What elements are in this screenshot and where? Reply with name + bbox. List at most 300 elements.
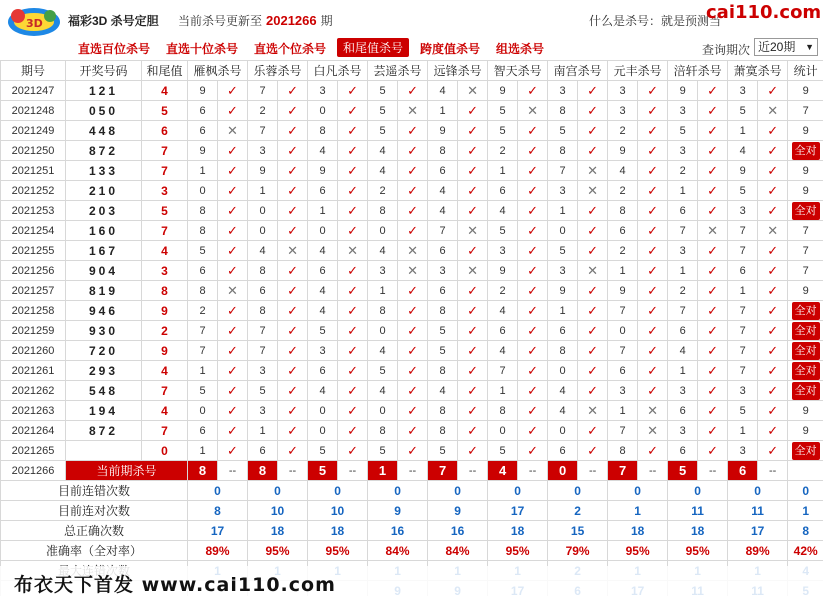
kill-number-cell: 0 [188,401,218,421]
check-icon: ✓ [638,101,668,121]
check-icon: ✓ [578,301,608,321]
check-icon: ✓ [458,181,488,201]
cross-icon: ✕ [458,261,488,281]
kill-number-cell: 0 [368,321,398,341]
summary-value: 0 [188,481,248,501]
kill-number-cell: 9 [668,81,698,101]
check-icon: ✓ [698,101,728,121]
kill-number-cell: 2 [488,141,518,161]
check-icon: ✓ [758,341,788,361]
kill-number-cell: 7 [668,301,698,321]
kill-number-cell: 4 [608,161,638,181]
column-header: 萧寞杀号 [728,61,788,81]
nav-units[interactable]: 直选个位杀号 [254,42,327,56]
check-icon: ✓ [458,161,488,181]
check-icon: ✓ [518,261,548,281]
sum-tail-cell: 7 [142,141,188,161]
check-icon: ✓ [278,81,308,101]
check-icon: ✓ [698,181,728,201]
kill-number-cell: 2 [488,281,518,301]
table-row [1,261,823,281]
summary-value: 2 [548,501,608,521]
kill-number-cell: 4 [368,141,398,161]
check-icon: ✓ [278,161,308,181]
stat-cell: 9 [788,81,823,101]
summary-value: 17 [728,521,788,541]
chevron-down-icon: ▼ [805,42,814,52]
pending-stat [788,461,823,481]
check-icon: ✓ [338,441,368,461]
kill-number-cell: 7 [728,301,758,321]
check-icon: ✓ [698,81,728,101]
issue-cell: 2021252 [1,181,66,201]
kill-number-cell: 9 [428,121,458,141]
check-icon: ✓ [758,161,788,181]
column-header: 涪轩杀号 [668,61,728,81]
stat-cell: 9 [788,401,823,421]
kill-number-cell: 6 [188,421,218,441]
help-text[interactable]: 什么是杀号：就是预测当 [589,14,722,28]
check-icon: ✓ [218,301,248,321]
table-row [1,121,823,141]
column-header: 智天杀号 [488,61,548,81]
check-icon: ✓ [518,321,548,341]
current-kill-number: 8 [188,461,218,481]
cross-icon: ✕ [698,221,728,241]
check-icon: ✓ [218,221,248,241]
kill-number-cell: 3 [308,81,338,101]
kill-number-cell: 9 [608,281,638,301]
kill-number-cell: 0 [608,321,638,341]
check-icon: ✓ [218,181,248,201]
check-icon: ✓ [278,321,308,341]
issue-cell: 2021264 [1,421,66,441]
check-icon: ✓ [218,421,248,441]
summary-value: 11 [668,501,728,521]
summary-value: 0 [308,481,368,501]
kill-number-cell: 0 [308,421,338,441]
kill-number-cell: 3 [428,261,458,281]
kill-number-cell: 5 [488,101,518,121]
kill-number-cell: 5 [188,381,218,401]
kill-number-cell: 1 [248,181,278,201]
check-icon: ✓ [758,321,788,341]
kill-number-cell: 8 [548,101,578,121]
kill-number-cell: 3 [728,441,758,461]
table-row [1,441,823,461]
check-icon: ✓ [458,301,488,321]
kill-number-cell: 2 [248,101,278,121]
kill-number-cell: 0 [368,221,398,241]
kill-number-cell: 5 [488,221,518,241]
draw-number-cell: 050 [66,101,142,121]
draw-number-cell: 210 [66,181,142,201]
check-icon: ✓ [638,341,668,361]
summary-value: 95% [608,541,668,561]
kill-number-cell: 1 [188,361,218,381]
draw-number-cell: 904 [66,261,142,281]
check-icon: ✓ [698,361,728,381]
check-icon: ✓ [638,161,668,181]
check-icon: ✓ [578,361,608,381]
query-period-select[interactable] [754,38,818,56]
check-icon: ✓ [338,361,368,381]
draw-number-cell: 203 [66,201,142,221]
sum-tail-cell: 7 [142,221,188,241]
check-icon: ✓ [518,421,548,441]
summary-label: 总正确次数 [1,521,188,541]
check-icon: ✓ [698,201,728,221]
check-icon: ✓ [338,261,368,281]
draw-number-cell: 194 [66,401,142,421]
column-header: 开奖号码 [66,61,142,81]
issue-cell: 2021258 [1,301,66,321]
issue-cell: 2021256 [1,261,66,281]
kill-number-cell: 6 [488,181,518,201]
summary-value: 8 [788,521,823,541]
check-icon: ✓ [638,321,668,341]
kill-number-cell: 8 [248,301,278,321]
column-header: 和尾值 [142,61,188,81]
kill-number-cell: 0 [308,101,338,121]
summary-value: 0 [788,481,823,501]
kill-number-cell: 1 [368,281,398,301]
kill-number-cell: 5 [308,441,338,461]
column-header: 远锋杀号 [428,61,488,81]
kill-number-cell: 0 [548,421,578,441]
check-icon: ✓ [578,441,608,461]
kill-number-cell: 7 [248,321,278,341]
kill-number-cell: 7 [608,301,638,321]
check-icon: ✓ [518,361,548,381]
summary-label: 目前连对次数 [1,501,188,521]
issue-cell: 2021253 [1,201,66,221]
kill-number-cell: 6 [668,441,698,461]
check-icon: ✓ [578,121,608,141]
issue-cell: 2021251 [1,161,66,181]
summary-value: 0 [728,481,788,501]
draw-number-cell: 167 [66,241,142,261]
kill-number-cell: 5 [368,121,398,141]
kill-number-cell: 1 [428,101,458,121]
cross-icon: ✕ [578,401,608,421]
summary-value: 89% [188,541,248,561]
table-row [1,81,823,101]
stat-cell: 7 [788,261,823,281]
kill-number-cell: 8 [188,201,218,221]
draw-number-cell: 930 [66,321,142,341]
sum-tail-cell: 3 [142,181,188,201]
kill-number-cell: 7 [428,221,458,241]
check-icon: ✓ [518,381,548,401]
cross-icon: ✕ [218,281,248,301]
kill-number-cell: 5 [728,181,758,201]
check-icon: ✓ [218,241,248,261]
kill-number-cell: 5 [188,241,218,261]
pending-dash: -- [278,461,308,481]
current-kill-label: 当前期杀号 [66,461,188,481]
check-icon: ✓ [578,201,608,221]
kill-number-cell: 0 [308,221,338,241]
check-icon: ✓ [398,361,428,381]
kill-number-cell: 2 [668,281,698,301]
check-icon: ✓ [518,281,548,301]
pending-dash: -- [518,461,548,481]
kill-number-cell: 6 [308,361,338,381]
kill-table [0,60,823,596]
table-row [1,241,823,261]
check-icon: ✓ [518,221,548,241]
kill-number-cell: 6 [428,281,458,301]
kill-number-cell: 7 [728,241,758,261]
cross-icon: ✕ [398,241,428,261]
check-icon: ✓ [518,441,548,461]
check-icon: ✓ [218,361,248,381]
check-icon: ✓ [578,241,608,261]
check-icon: ✓ [758,421,788,441]
check-icon: ✓ [278,121,308,141]
sum-tail-cell: 7 [142,421,188,441]
check-icon: ✓ [518,161,548,181]
kill-number-cell: 7 [728,361,758,381]
check-icon: ✓ [218,201,248,221]
check-icon: ✓ [458,441,488,461]
check-icon: ✓ [278,181,308,201]
draw-number-cell: 293 [66,361,142,381]
kill-number-cell: 7 [608,341,638,361]
summary-value: 1 [788,501,823,521]
column-header: 乐蓉杀号 [248,61,308,81]
kill-number-cell: 0 [548,361,578,381]
stat-cell [788,361,823,381]
summary-value: 10 [308,501,368,521]
kill-number-cell: 6 [668,201,698,221]
summary-value: 0 [488,481,548,501]
kill-number-cell: 1 [548,201,578,221]
check-icon: ✓ [338,281,368,301]
summary-value: 95% [308,541,368,561]
check-icon: ✓ [698,301,728,321]
check-icon: ✓ [398,201,428,221]
kill-number-cell: 2 [188,301,218,321]
summary-value: 9 [428,501,488,521]
kill-number-cell: 7 [728,321,758,341]
summary-value: 0 [548,481,608,501]
kill-number-cell: 0 [488,421,518,441]
kill-number-cell: 8 [428,401,458,421]
check-icon: ✓ [338,161,368,181]
check-icon: ✓ [398,141,428,161]
sum-tail-cell: 7 [142,161,188,181]
app-title: 福彩3D 杀号定胆 [68,14,159,28]
kill-number-cell: 6 [188,261,218,281]
kill-number-cell: 3 [368,261,398,281]
check-icon: ✓ [758,201,788,221]
cross-icon: ✕ [458,81,488,101]
issue-cell: 2021262 [1,381,66,401]
stat-cell [788,321,823,341]
nav-tens[interactable]: 直选十位杀号 [166,42,239,56]
draw-number-cell: 133 [66,161,142,181]
svg-text:3D: 3D [26,17,43,30]
summary-value: 1 [608,501,668,521]
summary-value: 18 [248,521,308,541]
stat-cell: 9 [788,421,823,441]
check-icon: ✓ [398,341,428,361]
cross-icon: ✕ [578,181,608,201]
check-icon: ✓ [398,401,428,421]
check-icon: ✓ [278,401,308,421]
check-icon: ✓ [338,101,368,121]
check-icon: ✓ [758,121,788,141]
kill-number-cell: 8 [488,401,518,421]
check-icon: ✓ [218,441,248,461]
check-icon: ✓ [638,301,668,321]
footer-text: 布衣天下首发 www.cai110.com [14,574,336,596]
column-header: 雁枫杀号 [188,61,248,81]
kill-number-cell: 8 [428,141,458,161]
check-icon: ✓ [638,361,668,381]
check-icon: ✓ [638,261,668,281]
table-row [1,201,823,221]
cross-icon: ✕ [518,101,548,121]
check-icon: ✓ [638,121,668,141]
nav-span[interactable]: 跨度值杀号 [420,42,481,56]
kill-number-cell: 4 [728,141,758,161]
kill-number-cell: 4 [368,381,398,401]
sum-tail-cell: 9 [142,341,188,361]
nav-hundreds[interactable]: 直选百位杀号 [78,42,151,56]
kill-number-cell: 5 [428,441,458,461]
summary-value: 18 [668,521,728,541]
kill-number-cell: 9 [248,161,278,181]
check-icon: ✓ [758,261,788,281]
kill-number-cell: 5 [428,341,458,361]
check-icon: ✓ [458,141,488,161]
summary-value: 10 [248,501,308,521]
table-row [1,321,823,341]
kill-number-cell: 9 [728,161,758,181]
query-period-value: 近20期 [758,40,796,54]
kill-number-cell: 6 [428,241,458,261]
kill-number-cell: 2 [668,161,698,181]
issue-cell: 2021260 [1,341,66,361]
kill-number-cell: 6 [248,281,278,301]
stat-cell [788,341,823,361]
kill-number-cell: 4 [668,341,698,361]
summary-value: 18 [308,521,368,541]
check-icon: ✓ [638,201,668,221]
summary-value: 16 [368,521,428,541]
check-icon: ✓ [338,121,368,141]
check-icon: ✓ [578,221,608,241]
issue-cell: 2021248 [1,101,66,121]
current-kill-number: 5 [308,461,338,481]
stat-cell: 9 [788,181,823,201]
check-icon: ✓ [398,381,428,401]
check-icon: ✓ [278,141,308,161]
current-kill-number: 7 [608,461,638,481]
summary-value: 0 [368,481,428,501]
issue-cell: 2021263 [1,401,66,421]
check-icon: ✓ [698,401,728,421]
sum-tail-cell: 9 [142,301,188,321]
kill-number-cell: 3 [308,341,338,361]
table-row [1,281,823,301]
summary-value: 89% [728,541,788,561]
check-icon: ✓ [218,161,248,181]
cross-icon: ✕ [458,221,488,241]
check-icon: ✓ [278,101,308,121]
kill-number-cell: 4 [428,81,458,101]
nav-sum-tail[interactable]: 和尾值杀号 [337,38,409,57]
kill-number-cell: 8 [368,421,398,441]
nav-group[interactable]: 组选杀号 [496,42,545,56]
check-icon: ✓ [398,421,428,441]
table-row [1,161,823,181]
pending-dash: -- [218,461,248,481]
kill-number-cell: 3 [248,141,278,161]
kill-number-cell: 0 [368,401,398,421]
update-issue: 2021266 [266,13,317,28]
kill-number-cell: 6 [548,441,578,461]
kill-number-cell: 1 [728,121,758,141]
check-icon: ✓ [758,241,788,261]
sum-tail-cell: 5 [142,101,188,121]
check-icon: ✓ [638,441,668,461]
kill-number-cell: 3 [668,241,698,261]
kill-number-cell: 1 [308,201,338,221]
check-icon: ✓ [698,381,728,401]
table-row [1,181,823,201]
sum-tail-cell: 5 [142,201,188,221]
cross-icon: ✕ [638,401,668,421]
check-icon: ✓ [518,201,548,221]
table-row [1,381,823,401]
kill-number-cell: 5 [368,101,398,121]
check-icon: ✓ [338,381,368,401]
column-header: 元丰杀号 [608,61,668,81]
check-icon: ✓ [698,241,728,261]
summary-value: 84% [368,541,428,561]
cross-icon: ✕ [758,221,788,241]
issue-cell: 2021254 [1,221,66,241]
sum-tail-cell: 4 [142,241,188,261]
check-icon: ✓ [758,441,788,461]
current-kill-number: 5 [668,461,698,481]
kill-number-cell: 4 [308,281,338,301]
summary-value: 84% [428,541,488,561]
kill-number-cell: 2 [608,181,638,201]
kill-number-cell: 3 [248,361,278,381]
all-correct-badge: 全对 [792,322,820,340]
table-row [1,301,823,321]
query-period-label: 查询期次 [702,43,751,57]
sum-tail-cell: 4 [142,401,188,421]
kill-number-cell: 6 [608,221,638,241]
kill-number-cell: 1 [188,441,218,461]
cross-icon: ✕ [338,241,368,261]
check-icon: ✓ [338,301,368,321]
summary-value: 95% [488,541,548,561]
watermark-logo: cai110.com [706,2,822,23]
stat-cell: 7 [788,241,823,261]
kill-number-cell: 3 [548,181,578,201]
column-header: 南宫杀号 [548,61,608,81]
kill-number-cell: 5 [668,121,698,141]
check-icon: ✓ [638,181,668,201]
summary-value: 18 [608,521,668,541]
